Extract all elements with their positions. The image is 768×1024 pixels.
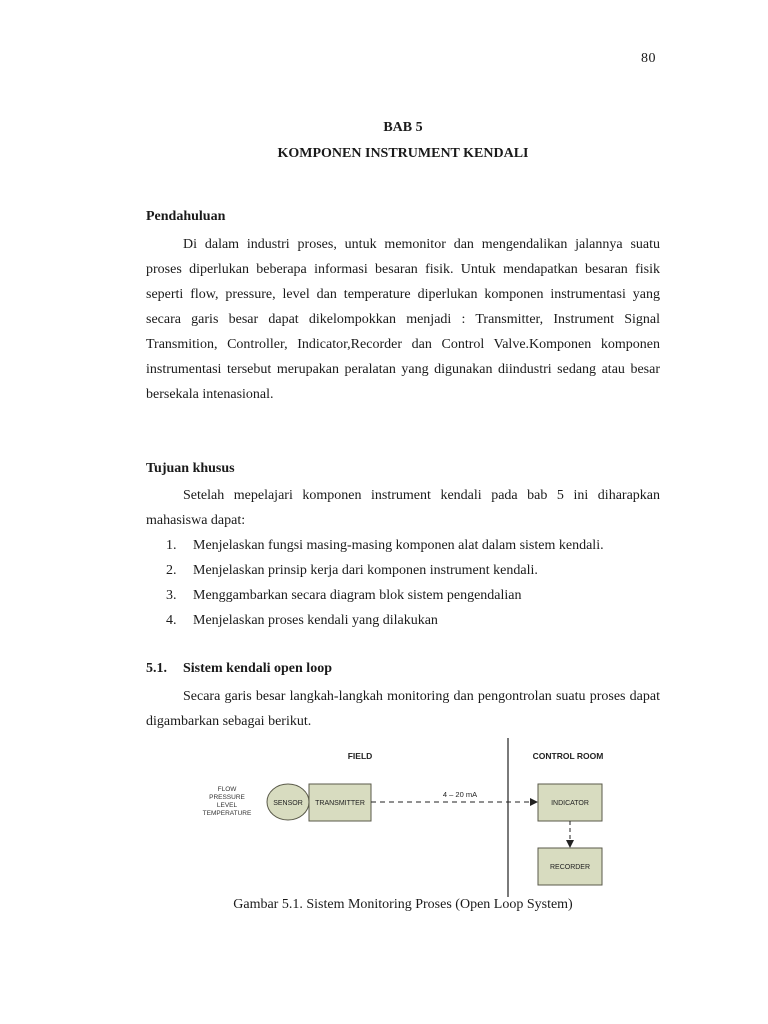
sensor-label: SENSOR bbox=[273, 800, 303, 807]
list-item bbox=[146, 558, 660, 583]
variable-flow-label: FLOW bbox=[217, 786, 237, 793]
section-paragraph: Secara garis besar langkah-langkah monitoring dan pengontrolan suatu proses dapat digambarkan sebagai berikut. bbox=[146, 689, 660, 729]
signal-label: 4 – 20 mA bbox=[442, 790, 478, 799]
list-item-text: Menjelaskan prinsip kerja dari komponen instrument kendali. bbox=[193, 563, 538, 578]
objectives-heading: Tujuan khusus bbox=[146, 461, 235, 476]
open-loop-diagram bbox=[190, 735, 630, 897]
page-number: 80 bbox=[641, 51, 656, 66]
section-number: 5.1. bbox=[146, 661, 167, 676]
list-item-number: 3. bbox=[166, 588, 177, 603]
control-room-label: CONTROL ROOM bbox=[532, 751, 604, 761]
field-label: FIELD bbox=[347, 751, 373, 761]
list-item-text: Menggambarkan secara diagram blok sistem pengendalian bbox=[193, 588, 522, 603]
chapter-number: BAB 5 bbox=[383, 120, 423, 135]
transmitter-label: TRANSMITTER bbox=[315, 800, 365, 807]
recorder-label: RECORDER bbox=[549, 864, 591, 871]
list-item-text: Menjelaskan fungsi masing-masing komponen alat dalam sistem kendali. bbox=[193, 538, 604, 553]
variable-level-label: LEVEL bbox=[216, 802, 238, 809]
indicator-label: INDICATOR bbox=[551, 800, 589, 807]
section-heading bbox=[146, 661, 332, 677]
list-item bbox=[146, 608, 660, 633]
objectives-list bbox=[146, 533, 660, 633]
list-item-number: 1. bbox=[166, 538, 177, 553]
list-item bbox=[146, 533, 660, 558]
chapter-title: KOMPONEN INSTRUMENT KENDALI bbox=[277, 146, 529, 161]
intro-heading: Pendahuluan bbox=[146, 209, 226, 224]
list-item-number: 2. bbox=[166, 563, 177, 578]
section-title: Sistem kendali open loop bbox=[183, 661, 332, 676]
variable-pressure-label: PRESSURE bbox=[209, 794, 245, 801]
list-item-text: Menjelaskan proses kendali yang dilakukan bbox=[193, 613, 438, 628]
intro-paragraph: Di dalam industri proses, untuk memonitor dan mengendalikan jalannya suatu proses diperlukan beberapa informasi besaran fisik. Untuk mendapatkan besaran fisik seperti flow, pressure, level dan temperature diperlukan komponen instrumentasi yang secara garis besar dapat dikelompokkan menjadi : Transmitter, Instrument Signal Transmition, Controller, Indicator,Recorder dan Control Valve.Komponen komponen instrumentasi tersebut merupakan peralatan yang digunakan diindustri sedang atau besar bersekala intenasional. bbox=[146, 237, 660, 402]
figure-caption: Gambar 5.1. Sistem Monitoring Proses (Open Loop System) bbox=[233, 897, 573, 912]
variable-temperature-label: TEMPERATURE bbox=[202, 810, 252, 817]
list-item bbox=[146, 583, 660, 608]
list-item-number: 4. bbox=[166, 613, 177, 628]
objectives-paragraph: Setelah mepelajari komponen instrument kendali pada bab 5 ini diharapkan mahasiswa dapat: bbox=[146, 488, 660, 528]
